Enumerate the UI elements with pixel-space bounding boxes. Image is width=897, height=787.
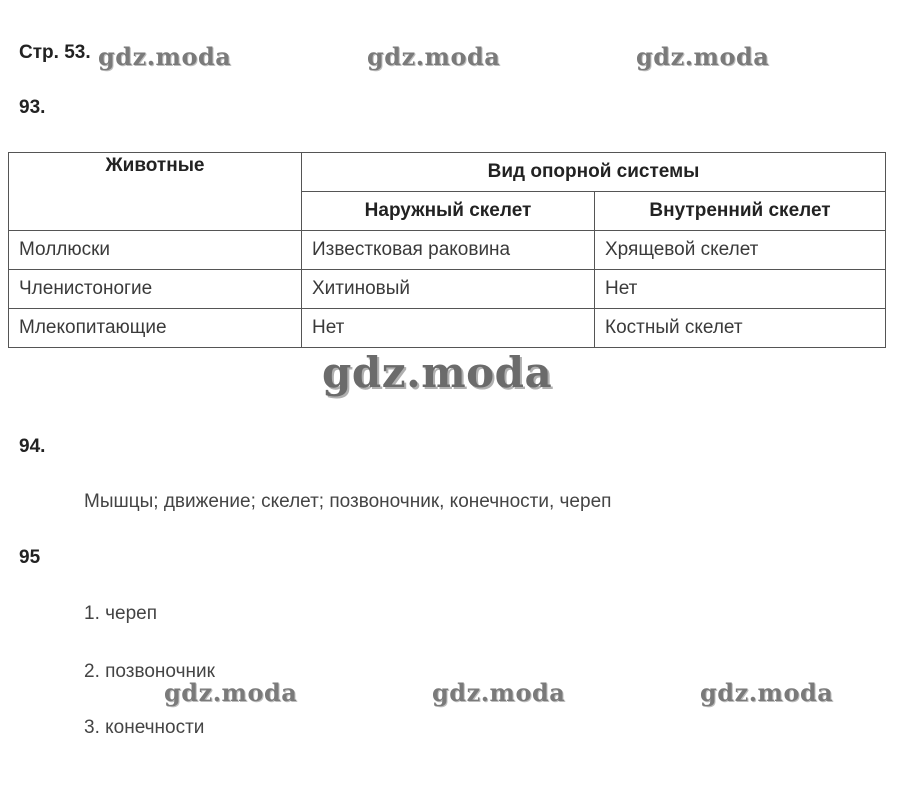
watermark-large: gdz.moda [322,348,553,397]
task-95-item-2: 2. позвоночник [84,661,215,682]
header-external-skeleton: Наружный скелет [302,192,595,231]
watermark: gdz.moda [636,42,770,71]
cell-internal: Хрящевой скелет [595,231,886,270]
cell-external: Известковая раковина [302,231,595,270]
cell-animal: Млекопитающие [9,309,302,348]
watermark: gdz.moda [164,678,298,707]
header-internal-skeleton: Внутренний скелет [595,192,886,231]
task-95-item-3: 3. конечности [84,717,205,738]
page-reference: Стр. 53. [19,42,91,63]
cell-external: Хитиновый [302,270,595,309]
watermark: gdz.moda [98,42,232,71]
header-support-system: Вид опорной системы [302,153,886,192]
cell-animal: Членистоногие [9,270,302,309]
task-95-number: 95 [19,547,41,568]
table-row [9,231,886,270]
task-94-answer: Мышцы; движение; скелет; позвоночник, конечности, череп [84,491,612,512]
table-row [9,309,886,348]
table-row [9,270,886,309]
table-header-row [9,153,886,192]
support-system-table [8,152,886,348]
cell-animal: Моллюски [9,231,302,270]
watermark: gdz.moda [367,42,501,71]
header-animals: Животные [9,153,302,231]
watermark: gdz.moda [432,678,566,707]
cell-internal: Костный скелет [595,309,886,348]
cell-internal: Нет [595,270,886,309]
watermark: gdz.moda [700,678,834,707]
task-95-item-1: 1. череп [84,603,158,624]
task-94-number: 94. [19,436,46,457]
cell-external: Нет [302,309,595,348]
task-93-number: 93. [19,97,46,118]
